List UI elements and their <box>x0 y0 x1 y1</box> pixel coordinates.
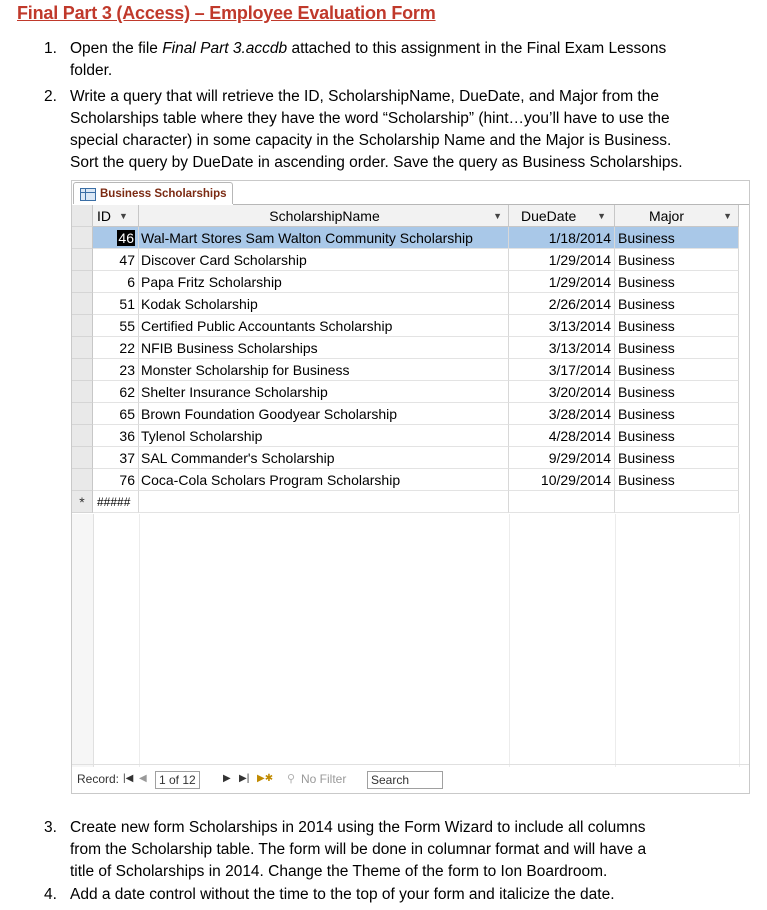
cell-scholarshipname[interactable]: Discover Card Scholarship <box>139 249 509 271</box>
cell-id[interactable]: 23 <box>93 359 139 381</box>
column-header-major[interactable]: Major ▼ <box>615 205 739 227</box>
record-label: Record: <box>77 772 120 786</box>
cell-scholarshipname[interactable]: Monster Scholarship for Business <box>139 359 509 381</box>
cell-duedate[interactable]: 9/29/2014 <box>509 447 615 469</box>
table-row[interactable] <box>72 403 739 425</box>
row-selector[interactable] <box>72 227 93 249</box>
cell-major[interactable]: Business <box>615 381 739 403</box>
cell-major[interactable]: Business <box>615 227 739 249</box>
next-record-icon[interactable]: ▶ <box>223 773 231 784</box>
cell-duedate[interactable]: 3/13/2014 <box>509 337 615 359</box>
current-record-field[interactable]: 1 of 12 <box>155 771 200 789</box>
row-selector[interactable] <box>72 425 93 447</box>
row-selector[interactable] <box>72 315 93 337</box>
dropdown-arrow-icon[interactable]: ▼ <box>493 211 502 221</box>
cell-id[interactable]: 37 <box>93 447 139 469</box>
cell-id[interactable]: 51 <box>93 293 139 315</box>
cell-id[interactable]: 55 <box>93 315 139 337</box>
new-record-button-icon[interactable]: ▶✱ <box>257 773 274 784</box>
cell-scholarshipname[interactable]: Wal-Mart Stores Sam Walton Community Scholarship <box>139 227 509 249</box>
cell-duedate[interactable]: 1/18/2014 <box>509 227 615 249</box>
cell-id[interactable]: 6 <box>93 271 139 293</box>
step-text: special character) in some capacity in the Scholarship Name and the Major is Business. <box>70 132 672 149</box>
dropdown-arrow-icon[interactable]: ▼ <box>119 211 128 221</box>
cell-scholarshipname[interactable] <box>139 491 509 513</box>
previous-record-icon[interactable]: ◀ <box>139 773 147 784</box>
table-row[interactable] <box>72 293 739 315</box>
select-all-corner[interactable] <box>72 205 93 227</box>
cell-id[interactable]: ##### <box>93 491 139 513</box>
step-text: attached to this assignment in the Final Exam Lessons <box>287 40 667 57</box>
cell-id[interactable]: 62 <box>93 381 139 403</box>
cell-id[interactable] <box>93 227 139 249</box>
step-number: 2. <box>44 88 57 105</box>
new-record-row[interactable] <box>72 491 739 513</box>
row-selector[interactable] <box>72 293 93 315</box>
cell-duedate[interactable]: 10/29/2014 <box>509 469 615 491</box>
table-row[interactable] <box>72 447 739 469</box>
cell-scholarshipname[interactable]: Brown Foundation Goodyear Scholarship <box>139 403 509 425</box>
filter-icon[interactable]: ⚲ <box>287 773 296 785</box>
cell-major[interactable]: Business <box>615 315 739 337</box>
cell-major[interactable]: Business <box>615 469 739 491</box>
cell-major[interactable]: Business <box>615 425 739 447</box>
table-row[interactable] <box>72 271 739 293</box>
table-row[interactable] <box>72 469 739 491</box>
record-navigation-bar <box>73 769 453 789</box>
cell-scholarshipname[interactable]: NFIB Business Scholarships <box>139 337 509 359</box>
cell-major[interactable] <box>615 491 739 513</box>
cell-scholarshipname[interactable]: Certified Public Accountants Scholarship <box>139 315 509 337</box>
dropdown-arrow-icon[interactable]: ▼ <box>597 211 606 221</box>
cell-id[interactable]: 76 <box>93 469 139 491</box>
dropdown-arrow-icon[interactable]: ▼ <box>723 211 732 221</box>
new-record-icon[interactable]: * <box>72 491 93 513</box>
row-selector[interactable] <box>72 271 93 293</box>
cell-major[interactable]: Business <box>615 337 739 359</box>
last-record-icon[interactable]: ▶| <box>239 773 250 784</box>
table-row[interactable] <box>72 359 739 381</box>
cell-duedate[interactable] <box>509 491 615 513</box>
step-text: Add a date control without the time to the top of your form and italicize the date. <box>70 886 615 903</box>
row-selector[interactable] <box>72 403 93 425</box>
step-text: Sort the query by DueDate in ascending order. Save the query as Business Scholarships. <box>70 154 683 171</box>
step-text: title of Scholarships in 2014. Change the Theme of the form to Ion Boardroom. <box>70 863 608 880</box>
step-number: 1. <box>44 40 57 57</box>
cell-id[interactable]: 22 <box>93 337 139 359</box>
cell-duedate[interactable]: 2/26/2014 <box>509 293 615 315</box>
cell-id[interactable]: 65 <box>93 403 139 425</box>
query-datasheet-window <box>71 180 750 794</box>
cell-scholarshipname[interactable]: Papa Fritz Scholarship <box>139 271 509 293</box>
step-text: from the Scholarship table. The form will be done in columnar format and will have a <box>70 841 647 858</box>
cell-duedate[interactable]: 3/17/2014 <box>509 359 615 381</box>
cell-major[interactable]: Business <box>615 293 739 315</box>
table-row[interactable] <box>72 249 739 271</box>
cell-id[interactable]: 36 <box>93 425 139 447</box>
cell-scholarshipname[interactable]: Tylenol Scholarship <box>139 425 509 447</box>
cell-major[interactable]: Business <box>615 447 739 469</box>
column-header-id[interactable]: ID ▼ <box>93 205 139 227</box>
column-header-duedate[interactable]: DueDate ▼ <box>509 205 615 227</box>
step-number: 4. <box>44 886 57 903</box>
file-name: Final Part 3.accdb <box>162 40 288 57</box>
tab-business-scholarships[interactable] <box>73 182 233 204</box>
tab-label: Business Scholarships <box>100 188 227 200</box>
cell-duedate[interactable]: 4/28/2014 <box>509 425 615 447</box>
step-text: Create new form Scholarships in 2014 using the Form Wizard to include all columns <box>70 819 646 836</box>
step-text: Write a query that will retrieve the ID, ScholarshipName, DueDate, and Major from the <box>70 88 659 105</box>
table-row[interactable] <box>72 337 739 359</box>
no-filter-button[interactable]: No Filter <box>301 772 347 786</box>
cell-duedate[interactable]: 1/29/2014 <box>509 271 615 293</box>
row-selector[interactable] <box>72 249 93 271</box>
table-row[interactable] <box>72 425 739 447</box>
header-row <box>72 205 739 227</box>
cell-scholarshipname[interactable]: SAL Commander's Scholarship <box>139 447 509 469</box>
table-row[interactable] <box>72 315 739 337</box>
cell-scholarshipname[interactable]: Kodak Scholarship <box>139 293 509 315</box>
column-header-scholarshipname[interactable]: ScholarshipName ▼ <box>139 205 509 227</box>
cell-major[interactable]: Business <box>615 271 739 293</box>
document-title: Final Part 3 (Access) – Employee Evaluation Form <box>17 3 436 23</box>
step-text: Scholarships table where they have the word “Scholarship” (hint…you’ll have to use the <box>70 110 670 127</box>
step-number: 3. <box>44 819 57 836</box>
cell-major[interactable]: Business <box>615 359 739 381</box>
cell-id[interactable]: 47 <box>93 249 139 271</box>
cell-id-value[interactable]: 46 <box>118 230 134 246</box>
cell-scholarshipname[interactable]: Shelter Insurance Scholarship <box>139 381 509 403</box>
cell-duedate[interactable]: 1/29/2014 <box>509 249 615 271</box>
cell-duedate[interactable]: 3/13/2014 <box>509 315 615 337</box>
row-selector[interactable] <box>72 381 93 403</box>
table-row[interactable] <box>72 381 739 403</box>
search-input[interactable]: Search <box>367 771 443 789</box>
table-row[interactable] <box>72 227 739 249</box>
first-record-icon[interactable]: |◀ <box>123 773 134 784</box>
cell-scholarshipname[interactable]: Coca-Cola Scholars Program Scholarship <box>139 469 509 491</box>
cell-duedate[interactable]: 3/20/2014 <box>509 381 615 403</box>
cell-duedate[interactable]: 3/28/2014 <box>509 403 615 425</box>
step-text: Open the file <box>70 40 163 57</box>
row-selector[interactable] <box>72 447 93 469</box>
step-text: folder. <box>70 62 113 79</box>
row-selector[interactable] <box>72 337 93 359</box>
row-selector[interactable] <box>72 469 93 491</box>
cell-major[interactable]: Business <box>615 249 739 271</box>
query-icon <box>80 188 96 201</box>
cell-major[interactable]: Business <box>615 403 739 425</box>
row-selector[interactable] <box>72 359 93 381</box>
